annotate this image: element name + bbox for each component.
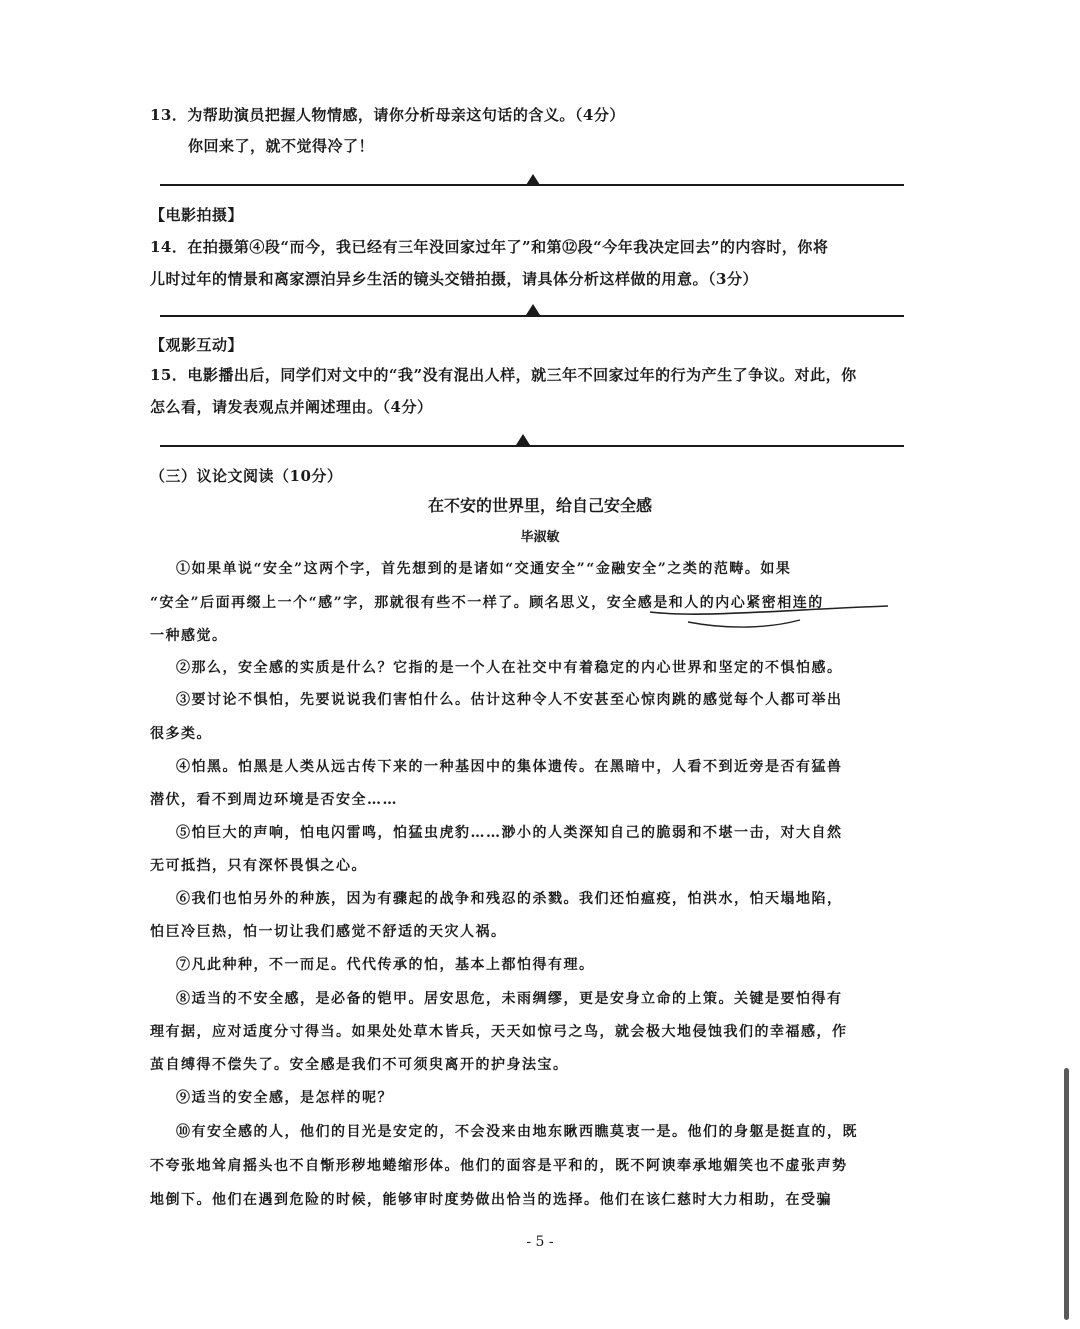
article-author: 毕淑敏 xyxy=(520,530,560,545)
article-line: ⑧适当的不安全感，是必备的铠甲。居安思危，未雨绸缪，更是安身立命的上策。关键是要怕得有 xyxy=(176,991,843,1007)
scrollbar-thumb[interactable] xyxy=(1064,1068,1069,1320)
article-line: 地倒下。他们在遇到危险的时候，能够审时度势做出恰当的选择。他们在该仁慈时大力相助，在受骗 xyxy=(150,1192,832,1208)
article-line: 无可抵挡，只有深怀畏惧之心。 xyxy=(150,858,367,874)
q13-question: 13．为帮助演员把握人物情感，请你分析母亲这句话的含义。（4分） xyxy=(150,106,625,124)
article-line: 怕巨冷巨热，怕一切让我们感觉不舒适的天灾人祸。 xyxy=(150,924,507,940)
article-line: ①如果单说“安全”这两个字，首先想到的是诸如“交通安全”“金融安全”之类的范畴。如果 xyxy=(176,561,792,577)
q14-line1: 14．在拍摄第④段“而今，我已经有三年没回家过年了”和第⑫段“今年我决定回去”的内容时，你将 xyxy=(150,238,829,256)
article-line: ②那么，安全感的实质是什么？它指的是一个人在社交中有着稳定的内心世界和坚定的不惧怕感。 xyxy=(176,660,843,676)
article-title: 在不安的世界里，给自己安全感 xyxy=(427,496,652,515)
article-line: ⑤怕巨大的声响，怕电闪雷鸣，怕猛虫虎豹……渺小的人类深知自己的脆弱和不堪一击，对大自然 xyxy=(176,825,843,841)
section-header-film: 【电影拍摄】 xyxy=(150,206,244,224)
section3-header: （三）议论文阅读（10分） xyxy=(150,467,343,485)
article-line: 潜伏，看不到周边环境是否安全…… xyxy=(150,792,398,808)
article-line: ⑨适当的安全感，是怎样的呢？ xyxy=(176,1090,393,1106)
article-line: ④怕黑。怕黑是人类从远古传下来的一种基因中的集体遗传。在黑暗中，人看不到近旁是否有猛兽 xyxy=(176,759,843,775)
article-line: 一种感觉。 xyxy=(150,628,228,644)
section-header-interact: 【观影互动】 xyxy=(150,336,244,354)
article-line: ⑩有安全感的人，他们的目光是安定的，不会没来由地东瞅西瞧莫衷一是。他们的身躯是挺直的，既 xyxy=(176,1124,858,1140)
q14-line2: 儿时过年的情景和离家漂泊异乡生活的镜头交错拍摄，请具体分析这样做的用意。（3分） xyxy=(150,270,758,288)
page-number: - 5 - xyxy=(526,1234,554,1250)
article-line: 茧自缚得不偿失了。安全感是我们不可须臾离开的护身法宝。 xyxy=(150,1057,569,1073)
q15-line1: 15．电影播出后，同学们对文中的“我”没有混出人样，就三年不回家过年的行为产生了争议。对此，你 xyxy=(150,366,857,384)
article-line: 不夸张地耸肩摇头也不自惭形秽地蜷缩形体。他们的面容是平和的，既不阿谀奉承地媚笑也不虚张声势 xyxy=(150,1158,848,1174)
article-line: ③要讨论不惧怕，先要说说我们害怕什么。估计这种令人不安甚至心惊肉跳的感觉每个人都可举出 xyxy=(176,692,843,708)
article-line: ⑥我们也怕另外的种族，因为有骤起的战争和残忍的杀戮。我们还怕瘟疫，怕洪水，怕天塌地陷， xyxy=(176,891,843,907)
q13-quote: 你回来了，就不觉得冷了！ xyxy=(188,137,375,155)
q15-line2: 怎么看，请发表观点并阐述理由。（4分） xyxy=(150,398,433,416)
article-line: 很多类。 xyxy=(150,726,212,742)
article-line: “安全”后面再缀上一个“感”字，那就很有些不一样了。顾名思义，安全感是和人的内心紧密相连的 xyxy=(150,595,824,611)
article-line: ⑦凡此种种，不一而足。代代传承的怕，基本上都怕得有理。 xyxy=(176,957,595,973)
article-line: 理有据，应对适度分寸得当。如果处处草木皆兵，天天如惊弓之鸟，就会极大地侵蚀我们的幸福感，作 xyxy=(150,1024,848,1040)
